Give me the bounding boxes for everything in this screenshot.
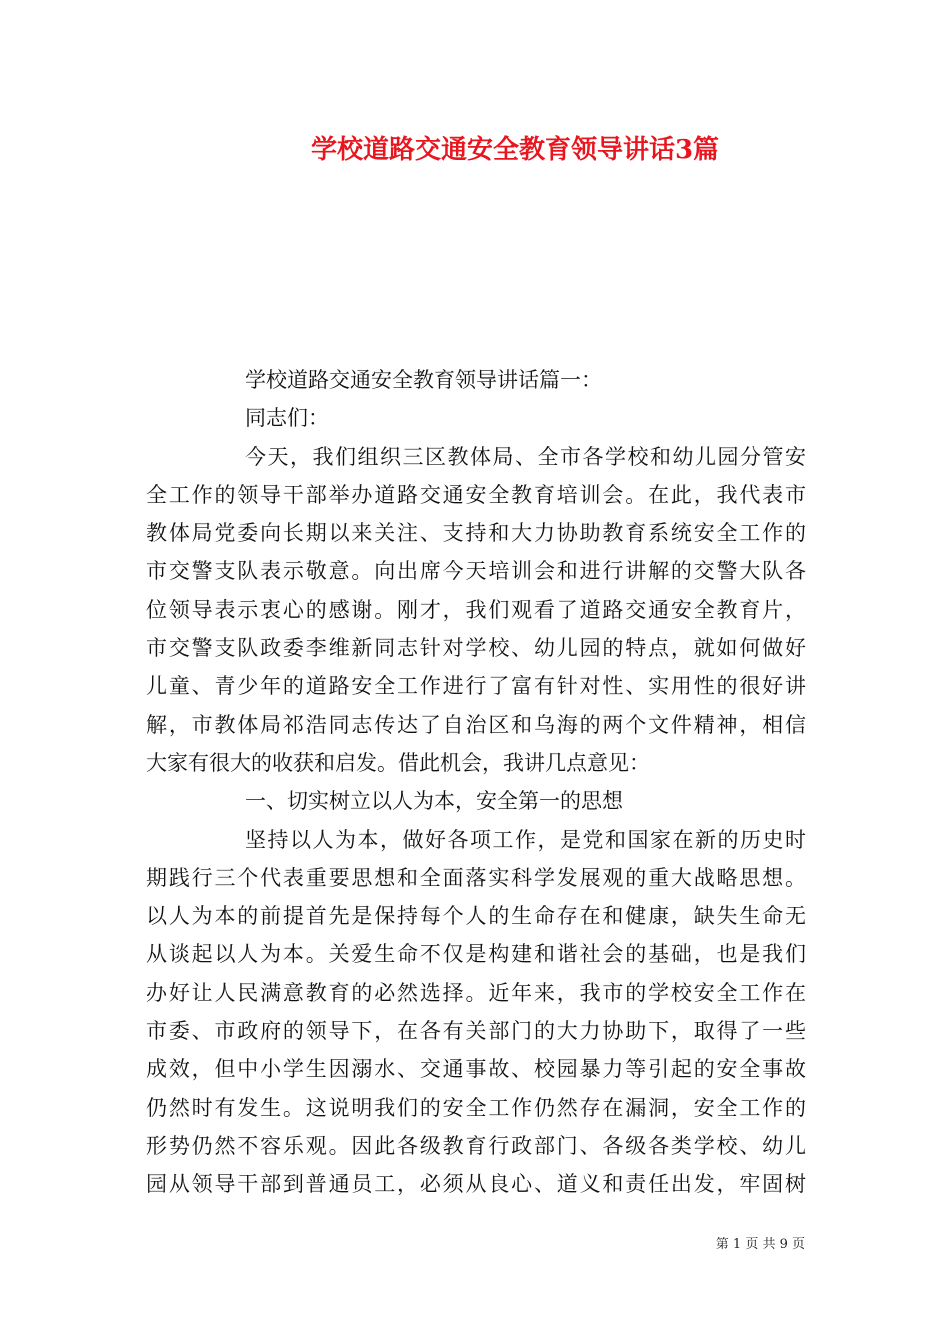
text-line: 解，市教体局祁浩同志传达了自治区和乌海的两个文件精神，相信 xyxy=(146,712,806,737)
text-line: 成效，但中小学生因溺水、交通事故、校园暴力等引起的安全事故 xyxy=(146,1057,806,1082)
text-line: 全工作的领导干部举办道路交通安全教育培训会。在此，我代表市 xyxy=(146,482,806,507)
text-line: 儿童、青少年的道路安全工作进行了富有针对性、实用性的很好讲 xyxy=(146,674,806,699)
text-line: 今天，我们组织三区教体局、全市各学校和幼儿园分管安 xyxy=(245,444,806,469)
text-line: 园从领导干部到普通员工，必须从良心、道义和责任出发，牢固树 xyxy=(146,1172,806,1197)
document-title: 学校道路交通安全教育领导讲话3篇 xyxy=(310,135,720,165)
document-body xyxy=(146,361,806,1204)
text-line: 期践行三个代表重要思想和全面落实科学发展观的重大战略思想。 xyxy=(146,865,806,890)
text-line: 一、切实树立以人为本，安全第一的思想 xyxy=(245,789,623,814)
text-line: 教体局党委向长期以来关注、支持和大力协助教育系统安全工作的 xyxy=(146,521,806,546)
text-line: 位领导表示衷心的感谢。刚才，我们观看了道路交通安全教育片， xyxy=(146,597,806,622)
text-line: 市交警支队政委李维新同志针对学校、幼儿园的特点，就如何做好 xyxy=(146,636,806,661)
text-line: 学校道路交通安全教育领导讲话篇一： xyxy=(245,368,602,392)
text-line: 办好让人民满意教育的必然选择。近年来，我市的学校安全工作在 xyxy=(146,980,806,1005)
text-line: 大家有很大的收获和启发。借此机会，我讲几点意见： xyxy=(146,750,650,775)
text-line: 以人为本的前提首先是保持每个人的生命存在和健康，缺失生命无 xyxy=(146,904,806,929)
text-line: 同志们： xyxy=(245,406,329,431)
text-line: 市交警支队表示敬意。向出席今天培训会和进行讲解的交警大队各 xyxy=(146,559,806,584)
text-line: 市委、市政府的领导下，在各有关部门的大力协助下，取得了一些 xyxy=(146,1019,806,1044)
text-line: 坚持以人为本，做好各项工作，是党和国家在新的历史时 xyxy=(245,827,806,852)
text-line: 从谈起以人为本。关爱生命不仅是构建和谐社会的基础，也是我们 xyxy=(146,942,806,967)
text-line: 形势仍然不容乐观。因此各级教育行政部门、各级各类学校、幼儿 xyxy=(146,1133,806,1158)
text-line: 仍然时有发生。这说明我们的安全工作仍然存在漏洞，安全工作的 xyxy=(146,1095,806,1120)
page-number-footer: 第 1 页 共 9 页 xyxy=(715,1237,805,1252)
